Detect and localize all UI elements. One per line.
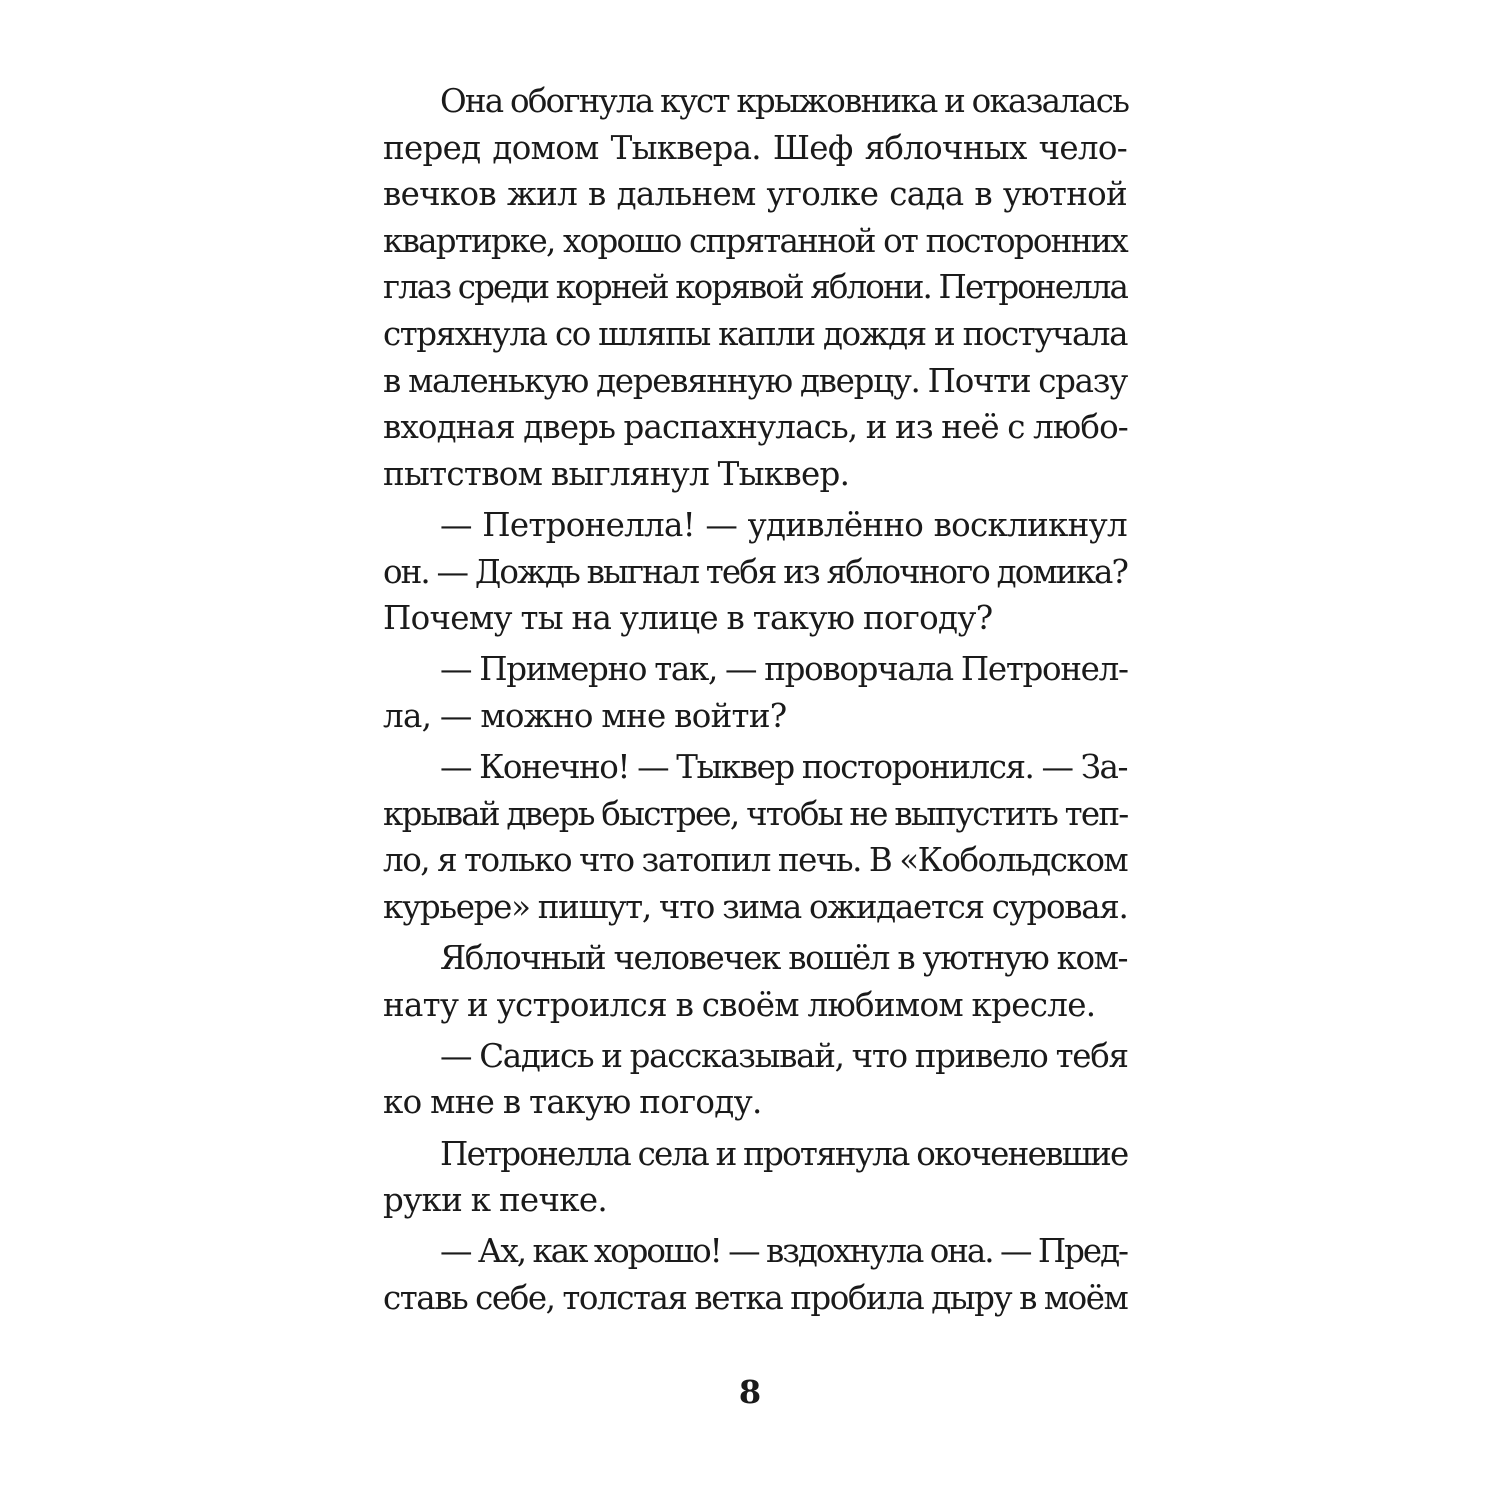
paragraph bbox=[383, 1033, 1127, 1126]
text-line: — Ах, как хорошо! — вздохнула она. — Пред- bbox=[440, 1232, 1127, 1271]
text-line: — Петронелла! — удивлённо воскликнул bbox=[440, 505, 1127, 544]
text-line: — Садись и рассказывай, что привело тебя bbox=[440, 1036, 1128, 1075]
text-line: квартирке, хорошо спрятанной от посторонних bbox=[383, 221, 1127, 260]
text-line: Яблочный человечек вошёл в уютную ком- bbox=[440, 939, 1127, 978]
text-line: ло, я только что затопил печь. В «Кобольдском bbox=[383, 841, 1128, 880]
paragraph bbox=[383, 744, 1127, 930]
text-line: ла, — можно мне войти? bbox=[383, 696, 787, 735]
paragraph bbox=[383, 646, 1127, 739]
text-line: ставь себе, толстая ветка пробила дыру в моём bbox=[383, 1279, 1128, 1317]
text-line: вечков жил в дальнем уголке сада в уютной bbox=[383, 175, 1127, 214]
text-line: — Конечно! — Тыквер посторонился. — За- bbox=[440, 748, 1127, 787]
body-text bbox=[383, 78, 1127, 1322]
text-line: ко мне в такую погоду. bbox=[383, 1083, 762, 1122]
text-line: — Примерно так, — проворчала Петронел- bbox=[440, 650, 1128, 689]
text-line: Она обогнула куст крыжовника и оказалась bbox=[440, 82, 1129, 120]
paragraph bbox=[383, 78, 1127, 497]
paragraph bbox=[383, 935, 1127, 1028]
text-line: нату и устроился в своём любимом кресле. bbox=[383, 985, 1096, 1024]
text-line: крывай дверь быстрее, чтобы не выпустить теп- bbox=[383, 794, 1128, 833]
paragraph bbox=[383, 502, 1127, 642]
text-line: руки к печке. bbox=[383, 1181, 608, 1220]
text-line: глаз среди корней корявой яблони. Петронелла bbox=[383, 268, 1127, 307]
text-line: стряхнула со шляпы капли дождя и постучала bbox=[383, 314, 1127, 353]
text-line: курьере» пишут, что зима ожидается суровая. bbox=[383, 887, 1128, 926]
text-line: входная дверь распахнулась, и из неё с любо- bbox=[383, 408, 1128, 447]
paragraph bbox=[383, 1131, 1127, 1224]
text-line: в маленькую деревянную дверцу. Почти сразу bbox=[383, 361, 1127, 400]
text-line: Почему ты на улице в такую погоду? bbox=[383, 599, 993, 638]
text-line: пытством выглянул Тыквер. bbox=[383, 454, 850, 493]
paragraph bbox=[383, 1228, 1127, 1321]
text-line: перед домом Тыквера. Шеф яблочных чело- bbox=[383, 128, 1127, 167]
text-line: он. — Дождь выгнал тебя из яблочного домика? bbox=[383, 552, 1127, 591]
text-line: Петронелла села и протянула окоченевшие bbox=[440, 1134, 1128, 1173]
page-number: 8 bbox=[738, 1373, 762, 1411]
